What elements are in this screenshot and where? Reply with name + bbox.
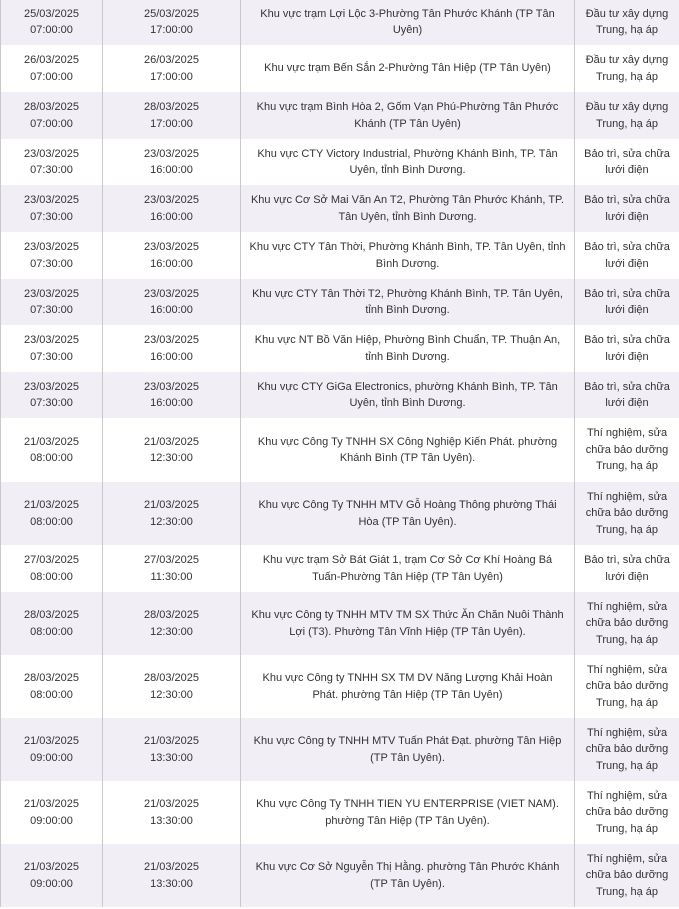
date-value: 21/03/2025 — [23, 798, 80, 810]
end-time-cell — [103, 232, 241, 279]
date-value: 28/03/2025 — [143, 609, 200, 621]
end-time-cell — [103, 92, 241, 139]
end-time-cell — [103, 45, 241, 92]
time-value: 08:00:00 — [30, 688, 73, 701]
start-time-cell — [1, 418, 103, 482]
reason-cell: Thí nghiệm, sửa chữa bảo dưỡng Trung, hạ áp — [575, 482, 679, 545]
end-time-cell — [103, 185, 241, 232]
area-cell: Khu vực Công Ty TNHH TIEN YU ENTERPRISE (VIET NAM). phường Tân Hiệp (TP Tân Uyên). — [241, 781, 575, 844]
area-cell: Khu vực trạm Bến Sắn 2-Phường Tân Hiệp (TP Tân Uyên) — [241, 45, 575, 92]
reason-cell: Thí nghiệm, sửa chữa bảo dưỡng Trung, hạ áp — [575, 718, 679, 781]
area-cell: Khu vực CTY Tân Thời, Phường Khánh Bình, TP. Tân Uyên, tỉnh Bình Dương. — [241, 232, 575, 279]
date-value: 23/03/2025 — [143, 194, 200, 206]
table-row — [1, 92, 679, 139]
date-value: 21/03/2025 — [143, 735, 200, 747]
start-time-cell — [1, 232, 103, 279]
area-cell: Khu vực trạm Lợi Lộc 3-Phường Tân Phước Khánh (TP Tân Uyên) — [241, 0, 575, 45]
reason-cell: Thí nghiệm, sửa chữa bảo dưỡng Trung, hạ áp — [575, 592, 679, 655]
time-value: 17:00:00 — [150, 117, 193, 130]
table-row — [1, 45, 679, 92]
time-value: 11:30:00 — [150, 570, 193, 583]
date-value: 23/03/2025 — [143, 380, 200, 393]
time-value: 16:00:00 — [150, 397, 193, 409]
reason-cell: Bảo trì, sửa chữa lưới điện — [575, 279, 679, 325]
date-value: 21/03/2025 — [23, 499, 80, 511]
area-cell: Khu vực Công ty TNHH MTV TM SX Thức Ăn Chăn Nuôi Thành Lợi (T3). Phường Tân Vĩnh Hiệp (TP Tân Uyên). — [241, 592, 575, 655]
date-value: 21/03/2025 — [143, 798, 200, 810]
time-value: 07:30:00 — [30, 304, 73, 316]
time-value: 07:00:00 — [30, 70, 73, 83]
time-value: 12:30:00 — [150, 452, 193, 464]
start-time-cell — [1, 592, 103, 655]
date-value: 21/03/2025 — [143, 861, 200, 873]
date-value: 23/03/2025 — [23, 194, 80, 206]
time-value: 08:00:00 — [30, 452, 73, 464]
end-time-cell — [103, 418, 241, 482]
date-value: 26/03/2025 — [143, 54, 200, 66]
table-row — [1, 139, 679, 185]
time-value: 08:00:00 — [30, 515, 73, 528]
reason-cell: Thí nghiệm, sửa chữa bảo dưỡng Trung, hạ áp — [575, 655, 679, 718]
date-value: 23/03/2025 — [23, 241, 80, 253]
end-time-cell — [103, 279, 241, 325]
time-value: 16:00:00 — [150, 210, 193, 223]
start-time-cell — [1, 844, 103, 907]
area-cell: Khu vực CTY GiGa Electronics, phường Khánh Bình, TP. Tân Uyên, tỉnh Bình Dương. — [241, 372, 575, 418]
date-value: 23/03/2025 — [23, 380, 80, 393]
start-time-cell — [1, 718, 103, 781]
reason-cell: Bảo trì, sửa chữa lưới điện — [575, 139, 679, 185]
time-value: 07:00:00 — [30, 117, 73, 130]
area-cell: Khu vực Cơ Sở Mai Văn An T2, Phường Tân Phước Khánh, TP. Tân Uyên, tỉnh Bình Dương. — [241, 185, 575, 232]
time-value: 07:30:00 — [30, 397, 73, 409]
date-value: 28/03/2025 — [143, 101, 200, 113]
date-value: 28/03/2025 — [23, 672, 80, 684]
start-time-cell — [1, 372, 103, 418]
time-value: 12:30:00 — [150, 625, 193, 638]
date-value: 28/03/2025 — [23, 609, 80, 621]
area-cell: Khu vực Công Ty TNHH SX Công Nghiệp Kiến Phát. phường Khánh Bình (TP Tân Uyên). — [241, 418, 575, 482]
start-time-cell — [1, 279, 103, 325]
table-row — [1, 325, 679, 372]
reason-cell: Bảo trì, sửa chữa lưới điện — [575, 545, 679, 592]
time-value: 12:30:00 — [150, 515, 193, 528]
date-value: 28/03/2025 — [143, 672, 200, 684]
start-time-cell — [1, 545, 103, 592]
end-time-cell — [103, 325, 241, 372]
start-time-cell — [1, 0, 103, 45]
date-value: 21/03/2025 — [23, 735, 80, 747]
table-row — [1, 372, 679, 418]
area-cell: Khu vực Cơ Sở Nguyễn Thị Hằng. phường Tân Phước Khánh (TP Tân Uyên). — [241, 844, 575, 907]
date-value: 27/03/2025 — [23, 554, 80, 566]
end-time-cell — [103, 592, 241, 655]
table-row — [1, 418, 679, 482]
date-value: 21/03/2025 — [23, 435, 80, 448]
date-value: 23/03/2025 — [143, 287, 200, 300]
reason-cell: Bảo trì, sửa chữa lưới điện — [575, 232, 679, 279]
date-value: 23/03/2025 — [143, 147, 200, 160]
time-value: 17:00:00 — [150, 70, 193, 83]
end-time-cell — [103, 0, 241, 45]
reason-cell: Bảo trì, sửa chữa lưới điện — [575, 185, 679, 232]
table-row — [1, 482, 679, 545]
date-value: 25/03/2025 — [23, 7, 80, 20]
time-value: 07:30:00 — [30, 210, 73, 223]
reason-cell: Thí nghiệm, sửa chữa bảo dưỡng Trung, hạ áp — [575, 418, 679, 482]
area-cell: Khu vực CTY Victory Industrial, Phường Khánh Bình, TP. Tân Uyên, tỉnh Bình Dương. — [241, 139, 575, 185]
time-value: 09:00:00 — [30, 814, 73, 827]
area-cell: Khu vực trạm Bình Hòa 2, Gốm Vạn Phú-Phường Tân Phước Khánh (TP Tân Uyên) — [241, 92, 575, 139]
time-value: 07:00:00 — [30, 24, 73, 36]
date-value: 23/03/2025 — [143, 241, 200, 253]
time-value: 12:30:00 — [150, 688, 193, 701]
time-value: 09:00:00 — [30, 877, 73, 890]
end-time-cell — [103, 655, 241, 718]
time-value: 08:00:00 — [30, 625, 73, 638]
start-time-cell — [1, 482, 103, 545]
table-row — [1, 718, 679, 781]
time-value: 13:30:00 — [150, 814, 193, 827]
start-time-cell — [1, 325, 103, 372]
start-time-cell — [1, 781, 103, 844]
start-time-cell — [1, 139, 103, 185]
reason-cell: Thí nghiệm, sửa chữa bảo dưỡng Trung, hạ áp — [575, 781, 679, 844]
start-time-cell — [1, 45, 103, 92]
time-value: 16:00:00 — [150, 304, 193, 316]
area-cell: Khu vực Công ty TNHH SX TM DV Năng Lượng Khải Hoàn Phát. phường Tân Hiệp (TP Tân Uyên) — [241, 655, 575, 718]
date-value: 26/03/2025 — [23, 54, 80, 66]
time-value: 16:00:00 — [150, 164, 193, 176]
end-time-cell — [103, 844, 241, 907]
area-cell: Khu vực trạm Sở Bát Giát 1, trạm Cơ Sở Cơ Khí Hoàng Bá Tuấn-Phường Tân Hiệp (TP Tân Uyên) — [241, 545, 575, 592]
start-time-cell — [1, 92, 103, 139]
time-value: 16:00:00 — [150, 350, 193, 363]
time-value: 16:00:00 — [150, 257, 193, 270]
date-value: 23/03/2025 — [23, 287, 80, 300]
table-row — [1, 279, 679, 325]
time-value: 07:30:00 — [30, 350, 73, 363]
time-value: 13:30:00 — [150, 751, 193, 764]
date-value: 23/03/2025 — [23, 147, 80, 160]
reason-cell: Đầu tư xây dựng Trung, hạ áp — [575, 0, 679, 45]
time-value: 09:00:00 — [30, 751, 73, 764]
date-value: 21/03/2025 — [23, 861, 80, 873]
table-row — [1, 781, 679, 844]
date-value: 21/03/2025 — [143, 499, 200, 511]
table-row — [1, 655, 679, 718]
area-cell: Khu vực Công ty TNHH MTV Tuấn Phát Đạt. phường Tân Hiệp (TP Tân Uyên). — [241, 718, 575, 781]
end-time-cell — [103, 482, 241, 545]
date-value: 27/03/2025 — [143, 554, 200, 566]
reason-cell: Bảo trì, sửa chữa lưới điện — [575, 325, 679, 372]
end-time-cell — [103, 718, 241, 781]
time-value: 13:30:00 — [150, 877, 193, 890]
start-time-cell — [1, 655, 103, 718]
area-cell: Khu vực CTY Tân Thời T2, Phường Khánh Bình, TP. Tân Uyên, tỉnh Bình Dương. — [241, 279, 575, 325]
time-value: 08:00:00 — [30, 570, 73, 583]
table-row — [1, 545, 679, 592]
end-time-cell — [103, 139, 241, 185]
end-time-cell — [103, 545, 241, 592]
area-cell: Khu vực NT Bồ Văn Hiệp, Phường Bình Chuẩn, TP. Thuận An, tỉnh Bình Dương. — [241, 325, 575, 372]
date-value: 23/03/2025 — [143, 334, 200, 346]
area-cell: Khu vực Công Ty TNHH MTV Gỗ Hoàng Thông phường Thái Hòa (TP Tân Uyên). — [241, 482, 575, 545]
date-value: 23/03/2025 — [23, 334, 80, 346]
table-row — [1, 232, 679, 279]
date-value: 21/03/2025 — [143, 435, 200, 448]
end-time-cell — [103, 781, 241, 844]
reason-cell: Thí nghiệm, sửa chữa bảo dưỡng Trung, hạ áp — [575, 844, 679, 907]
table-row — [1, 844, 679, 907]
reason-cell: Đầu tư xây dựng Trung, hạ áp — [575, 92, 679, 139]
start-time-cell — [1, 185, 103, 232]
time-value: 07:30:00 — [30, 257, 73, 270]
table-row — [1, 185, 679, 232]
date-value: 28/03/2025 — [23, 101, 80, 113]
table-row — [1, 0, 679, 45]
date-value: 25/03/2025 — [143, 7, 200, 20]
end-time-cell — [103, 372, 241, 418]
table-row — [1, 592, 679, 655]
time-value: 07:30:00 — [30, 164, 73, 176]
time-value: 17:00:00 — [150, 24, 193, 36]
reason-cell: Đầu tư xây dựng Trung, hạ áp — [575, 45, 679, 92]
reason-cell: Bảo trì, sửa chữa lưới điện — [575, 372, 679, 418]
